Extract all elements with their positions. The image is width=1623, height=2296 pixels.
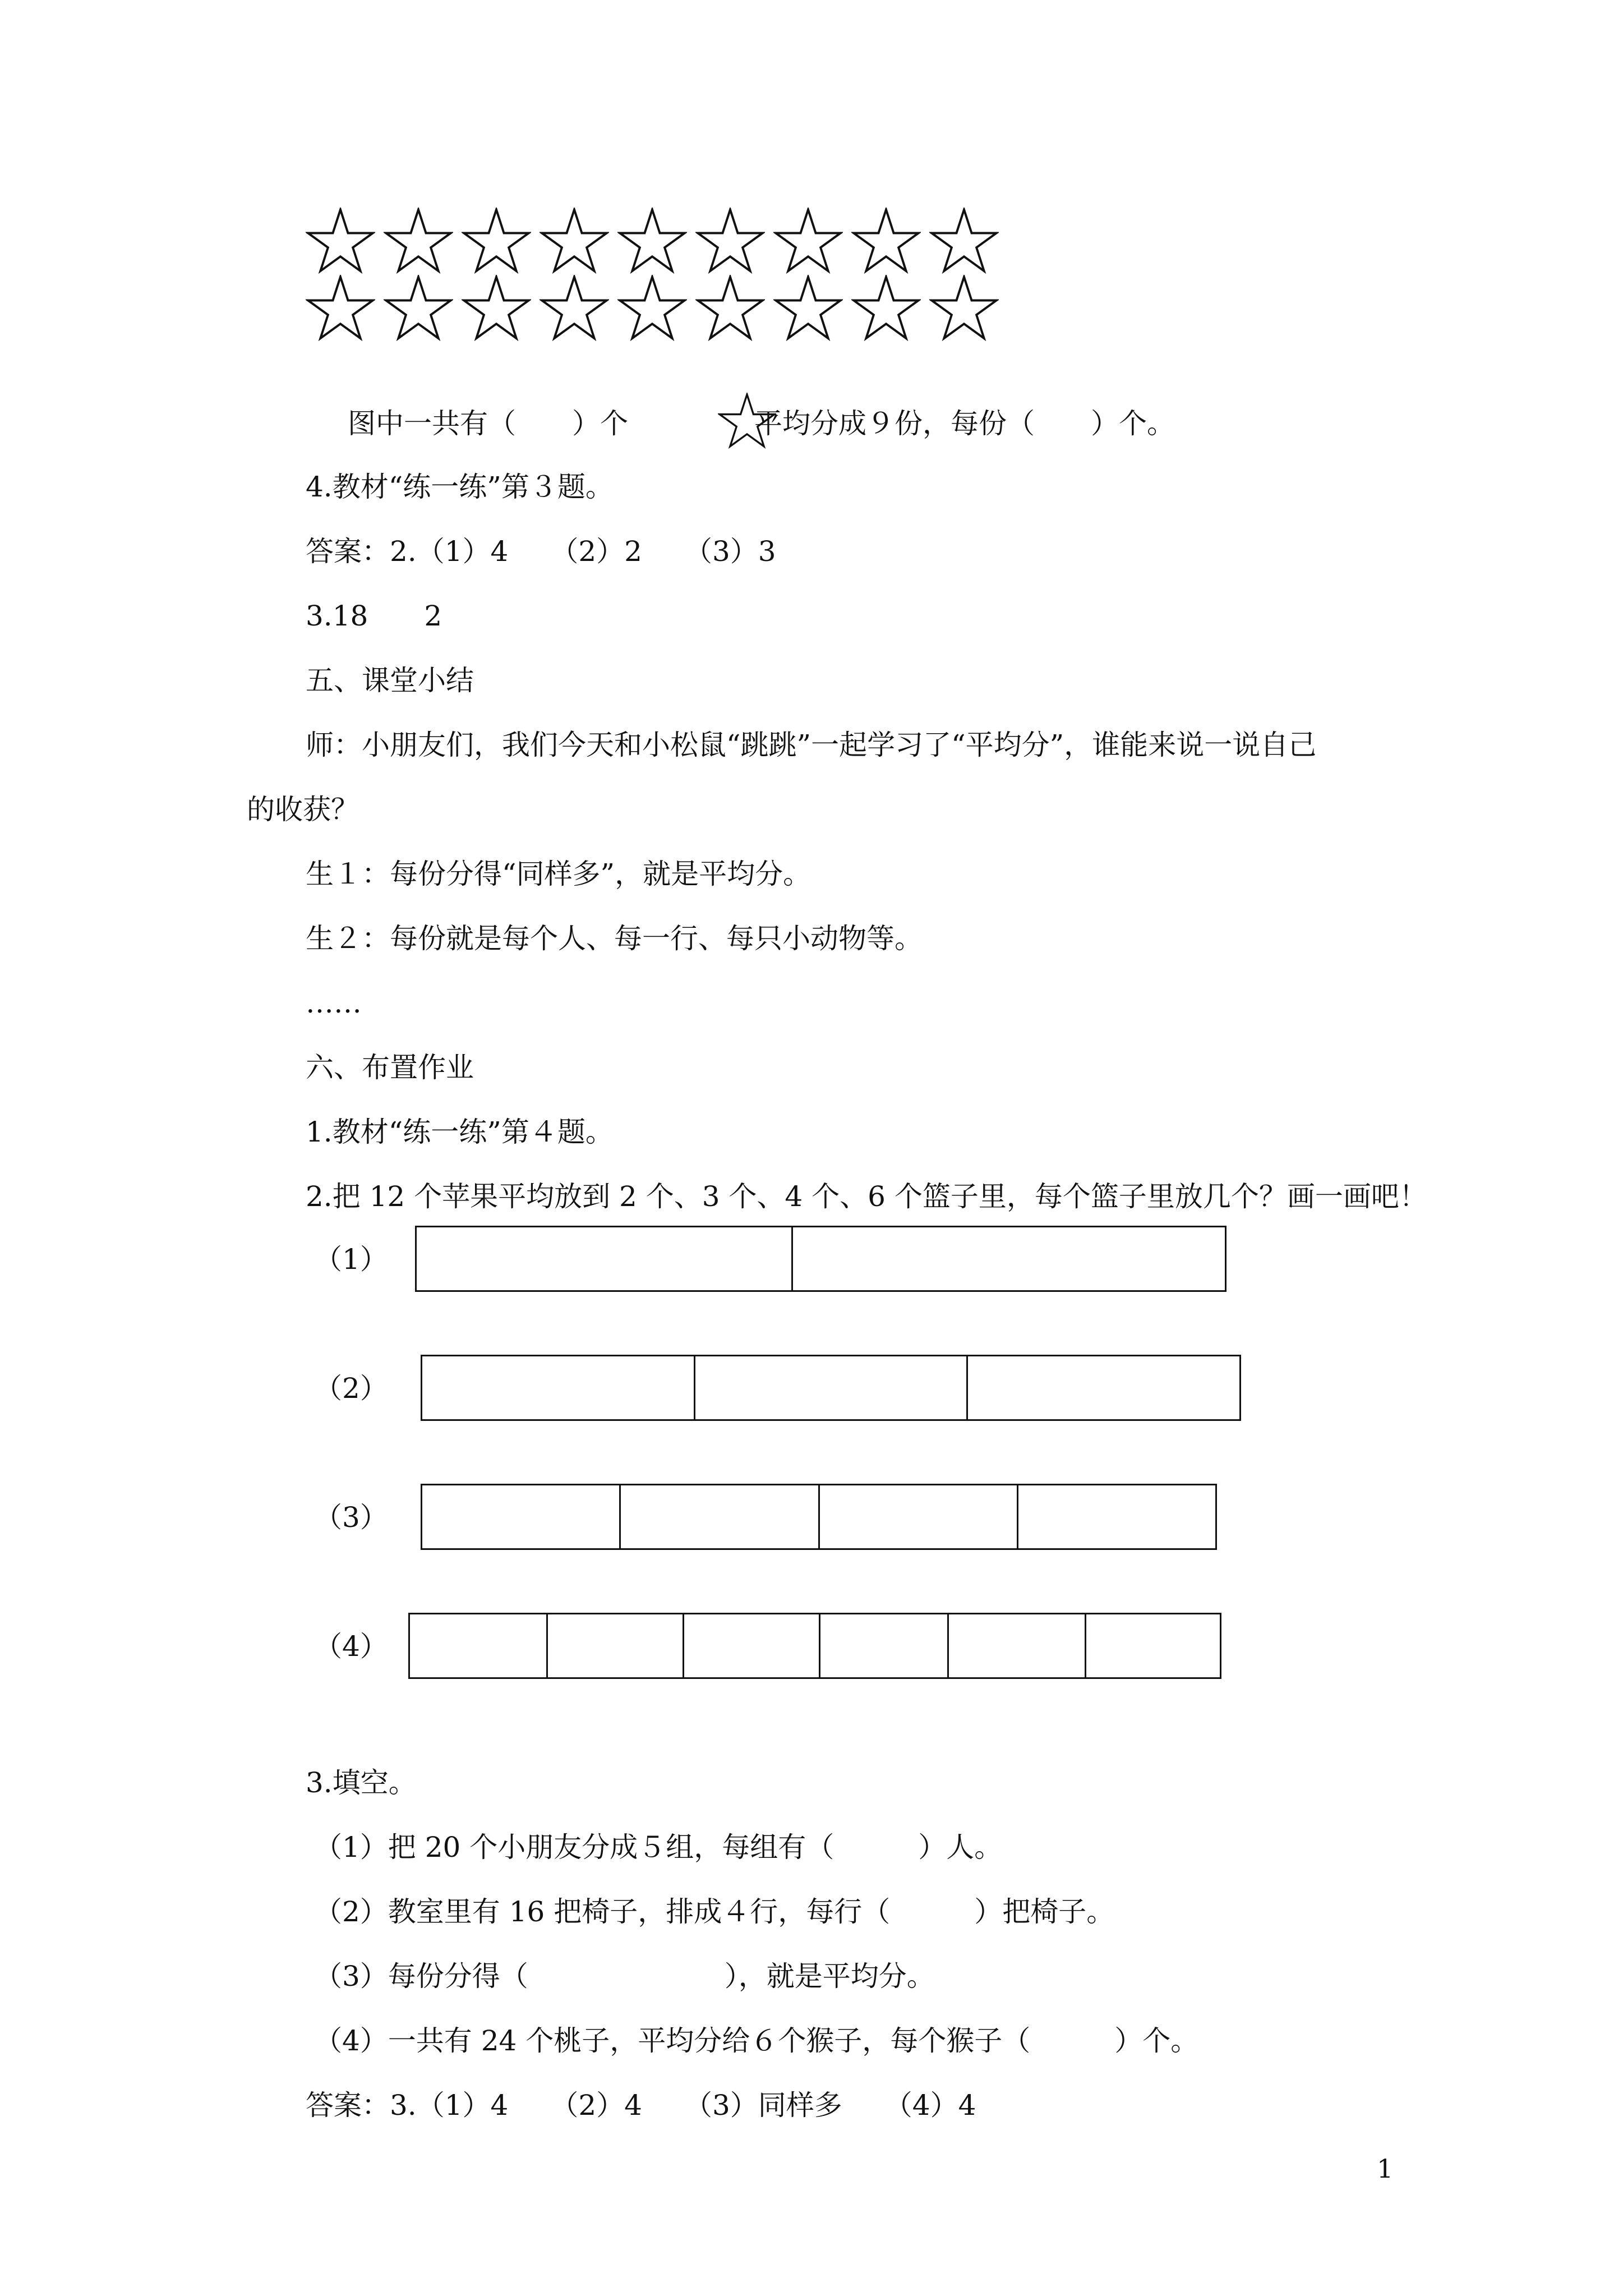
ellipsis-line: …… — [306, 987, 362, 1019]
star-icon — [695, 208, 765, 274]
star-icon — [773, 275, 843, 341]
fill-answer: 答案：3.（1）4 （2）4 （3）同样多 （4）4 — [306, 2089, 976, 2122]
fill-question-4: （4）一共有 24 个桃子，平均分给６个猴子，每个猴子（ ）个。 — [314, 2024, 1199, 2057]
star-icon — [540, 208, 609, 274]
basket-row-4 — [408, 1613, 1221, 1679]
star-icon — [306, 275, 375, 341]
star-question-left: 图中一共有（ ）个 — [348, 407, 628, 440]
fill-question-1: （1）把 20 个小朋友分成５组，每组有（ ）人。 — [314, 1831, 1003, 1864]
star-icon — [929, 208, 999, 274]
fill-question-3: （3）每份分得（ ），就是平均分。 — [314, 1960, 935, 1993]
star-icon — [462, 275, 531, 341]
star-icon — [851, 208, 921, 274]
answer-line-3: 3.18 2 — [306, 600, 442, 632]
basket-row-4-label: （4） — [314, 1630, 388, 1663]
basket-cell — [619, 1485, 818, 1548]
homework-line-1: 1.教材“练一练”第４题。 — [306, 1116, 614, 1148]
basket-cell — [410, 1614, 546, 1677]
basket-row-1 — [415, 1226, 1227, 1292]
page-number: 1 — [1377, 2154, 1394, 2184]
answer-line-2: 答案：2.（1）4 （2）2 （3）3 — [306, 535, 776, 568]
star-question-right: 平均分成９份，每份（ ）个。 — [754, 407, 1175, 440]
basket-cell — [694, 1356, 967, 1419]
basket-cell — [791, 1227, 1225, 1290]
student-2-line: 生２：每份就是每个人、每一行、每只小动物等。 — [306, 922, 923, 955]
basket-cell — [422, 1485, 619, 1548]
basket-cell — [683, 1614, 819, 1677]
basket-row-1-label: （1） — [314, 1243, 388, 1276]
student-1-line: 生１：每份分得“同样多”，就是平均分。 — [306, 858, 811, 890]
basket-row-2-label: （2） — [314, 1372, 388, 1405]
basket-row-2 — [421, 1355, 1241, 1421]
section-heading-homework: 六、布置作业 — [306, 1051, 474, 1084]
basket-cell — [818, 1485, 1017, 1548]
star-icon — [929, 275, 999, 341]
basket-cell — [546, 1614, 683, 1677]
star-icon — [384, 275, 453, 341]
fill-title: 3.填空。 — [306, 1766, 417, 1799]
star-icon — [617, 275, 687, 341]
basket-cell — [1085, 1614, 1220, 1677]
star-icon — [695, 275, 765, 341]
star-icon — [851, 275, 921, 341]
star-icon — [617, 208, 687, 274]
basket-cell — [417, 1227, 791, 1290]
teacher-paragraph: 师：小朋友们，我们今天和小松鼠“跳跳”一起学习了“平均分”，谁能来说一说自己 — [306, 729, 1317, 761]
basket-cell — [1017, 1485, 1215, 1548]
star-row-1 — [0, 208, 1623, 280]
star-icon — [540, 275, 609, 341]
basket-cell — [947, 1614, 1085, 1677]
star-row-2 — [0, 275, 1623, 348]
star-icon — [773, 208, 843, 274]
basket-cell — [819, 1614, 947, 1677]
basket-row-3 — [421, 1484, 1217, 1550]
star-icon — [384, 208, 453, 274]
homework-line-2: 2.把 12 个苹果平均放到 2 个、3 个、4 个、6 个篮子里，每个篮子里放几个？画一画吧！ — [306, 1180, 1427, 1213]
fill-question-2: （2）教室里有 16 把椅子，排成４行，每行（ ）把椅子。 — [314, 1895, 1115, 1928]
basket-cell — [966, 1356, 1239, 1419]
section-heading-summary: 五、课堂小结 — [306, 664, 474, 697]
star-icon — [462, 208, 531, 274]
star-icon — [306, 208, 375, 274]
basket-row-3-label: （3） — [314, 1501, 388, 1534]
teacher-paragraph-cont: 的收获？ — [247, 793, 359, 826]
exercise-line-textbook-3: 4.教材“练一练”第３题。 — [306, 471, 614, 503]
basket-cell — [422, 1356, 694, 1419]
